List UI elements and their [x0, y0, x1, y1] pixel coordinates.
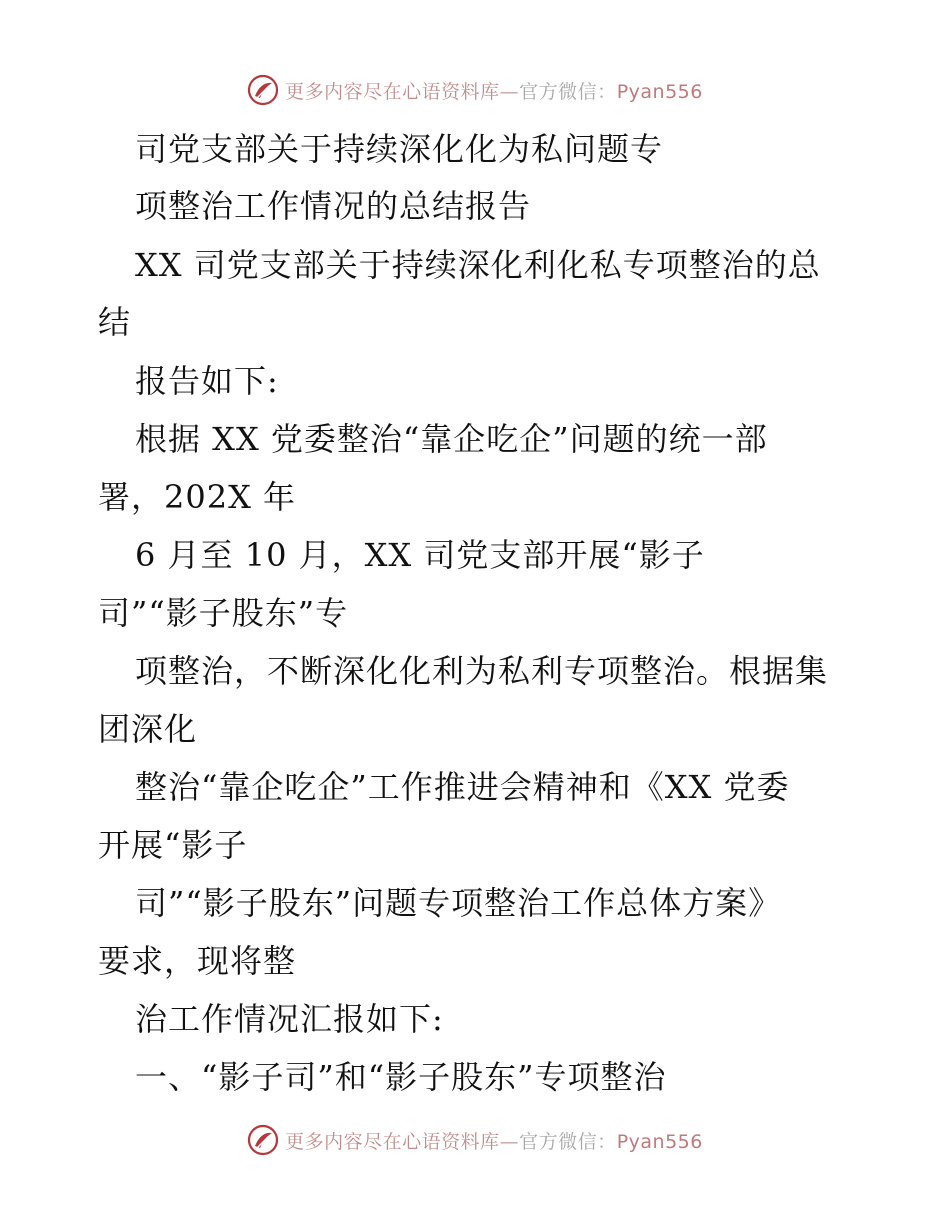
- watermark-wechat-id: Pyan556: [616, 1130, 703, 1153]
- watermark-official-label: 官方微信：: [519, 80, 617, 103]
- watermark-main-text: 更多内容尽在心语资料库: [285, 1130, 500, 1153]
- doc-line: 司党支部关于持续深化化为私问题专: [135, 130, 664, 168]
- watermark-dash: —: [499, 80, 520, 103]
- doc-line: 报告如下:: [135, 362, 279, 400]
- doc-line: 根据 XX 党委整治“靠企吃企”问题的统一部: [135, 420, 768, 458]
- footer-watermark: [0, 1120, 950, 1160]
- doc-line: 要求，现将整: [98, 942, 297, 980]
- doc-line: 结: [98, 303, 132, 341]
- doc-line: 司”“影子股东”问题专项整治工作总体方案》: [135, 884, 782, 922]
- doc-line: 开展“影子: [98, 826, 248, 864]
- doc-line: 司”“影子股东”专: [98, 594, 349, 632]
- doc-line: XX 司党支部关于持续深化利化私专项整治的总: [135, 246, 821, 284]
- header-watermark: [0, 70, 950, 110]
- doc-line: 项整治，不断深化化利为私利专项整治。根据集: [135, 652, 829, 690]
- doc-line: 6 月至 10 月，XX 司党支部开展“影子: [135, 536, 705, 574]
- doc-line: 一、“影子司”和“影子股东”专项整治: [135, 1058, 667, 1096]
- brand-logo-icon: [247, 74, 279, 106]
- watermark-main-text: 更多内容尽在心语资料库: [285, 80, 500, 103]
- doc-line: 治工作情况汇报如下:: [135, 1000, 444, 1038]
- watermark-wechat-id: Pyan556: [616, 80, 703, 103]
- watermark-dash: —: [499, 1130, 520, 1153]
- doc-line: 署，202X 年: [98, 478, 297, 516]
- doc-line: 项整治工作情况的总结报告: [135, 187, 532, 225]
- watermark-official-label: 官方微信：: [519, 1130, 617, 1153]
- brand-logo-icon: [247, 1124, 279, 1156]
- doc-line: 整治“靠企吃企”工作推进会精神和《XX 党委: [135, 768, 790, 806]
- doc-line: 团深化: [98, 710, 198, 748]
